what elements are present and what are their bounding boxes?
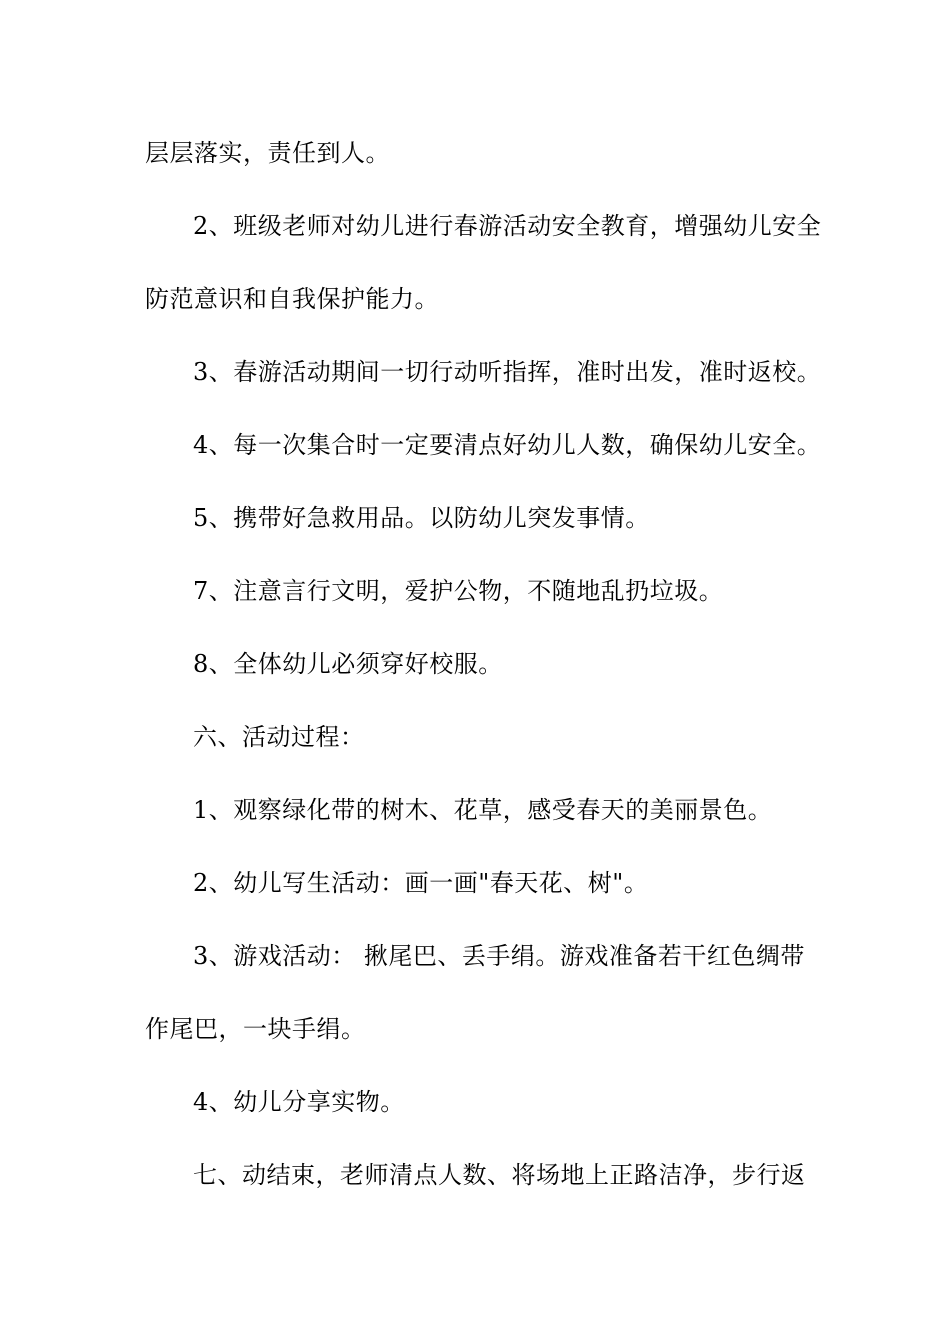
paragraph-line: 4、幼儿分享实物。 — [193, 1088, 405, 1116]
paragraph-line: 4、每一次集合时一定要清点好幼儿人数，确保幼儿安全。 — [193, 431, 822, 459]
paragraph-line: 5、携带好急救用品。以防幼儿突发事情。 — [193, 504, 650, 532]
paragraph-line: 3、春游活动期间一切行动听指挥，准时出发，准时返校。 — [193, 358, 822, 386]
section-heading: 六、活动过程： — [193, 723, 365, 751]
paragraph-line: 防范意识和自我保护能力。 — [145, 285, 439, 313]
section-heading: 七、动结束，老师清点人数、将场地上正路洁净，步行返 — [193, 1161, 806, 1189]
paragraph-line: 3、游戏活动： 揪尾巴、丢手绢。游戏准备若干红色绸带 — [193, 942, 805, 970]
paragraph-line: 层层落实，责任到人。 — [145, 139, 390, 167]
paragraph-line: 2、幼儿写生活动：画一画"春天花、树"。 — [193, 869, 649, 897]
paragraph-line: 8、全体幼儿必须穿好校服。 — [193, 650, 503, 678]
paragraph-line: 作尾巴，一块手绢。 — [145, 1015, 366, 1043]
paragraph-line: 7、注意言行文明，爱护公物，不随地乱扔垃圾。 — [193, 577, 724, 605]
paragraph-line: 1、观察绿化带的树木、花草，感受春天的美丽景色。 — [193, 796, 773, 824]
paragraph-line: 2、班级老师对幼儿进行春游活动安全教育，增强幼儿安全 — [193, 212, 822, 240]
